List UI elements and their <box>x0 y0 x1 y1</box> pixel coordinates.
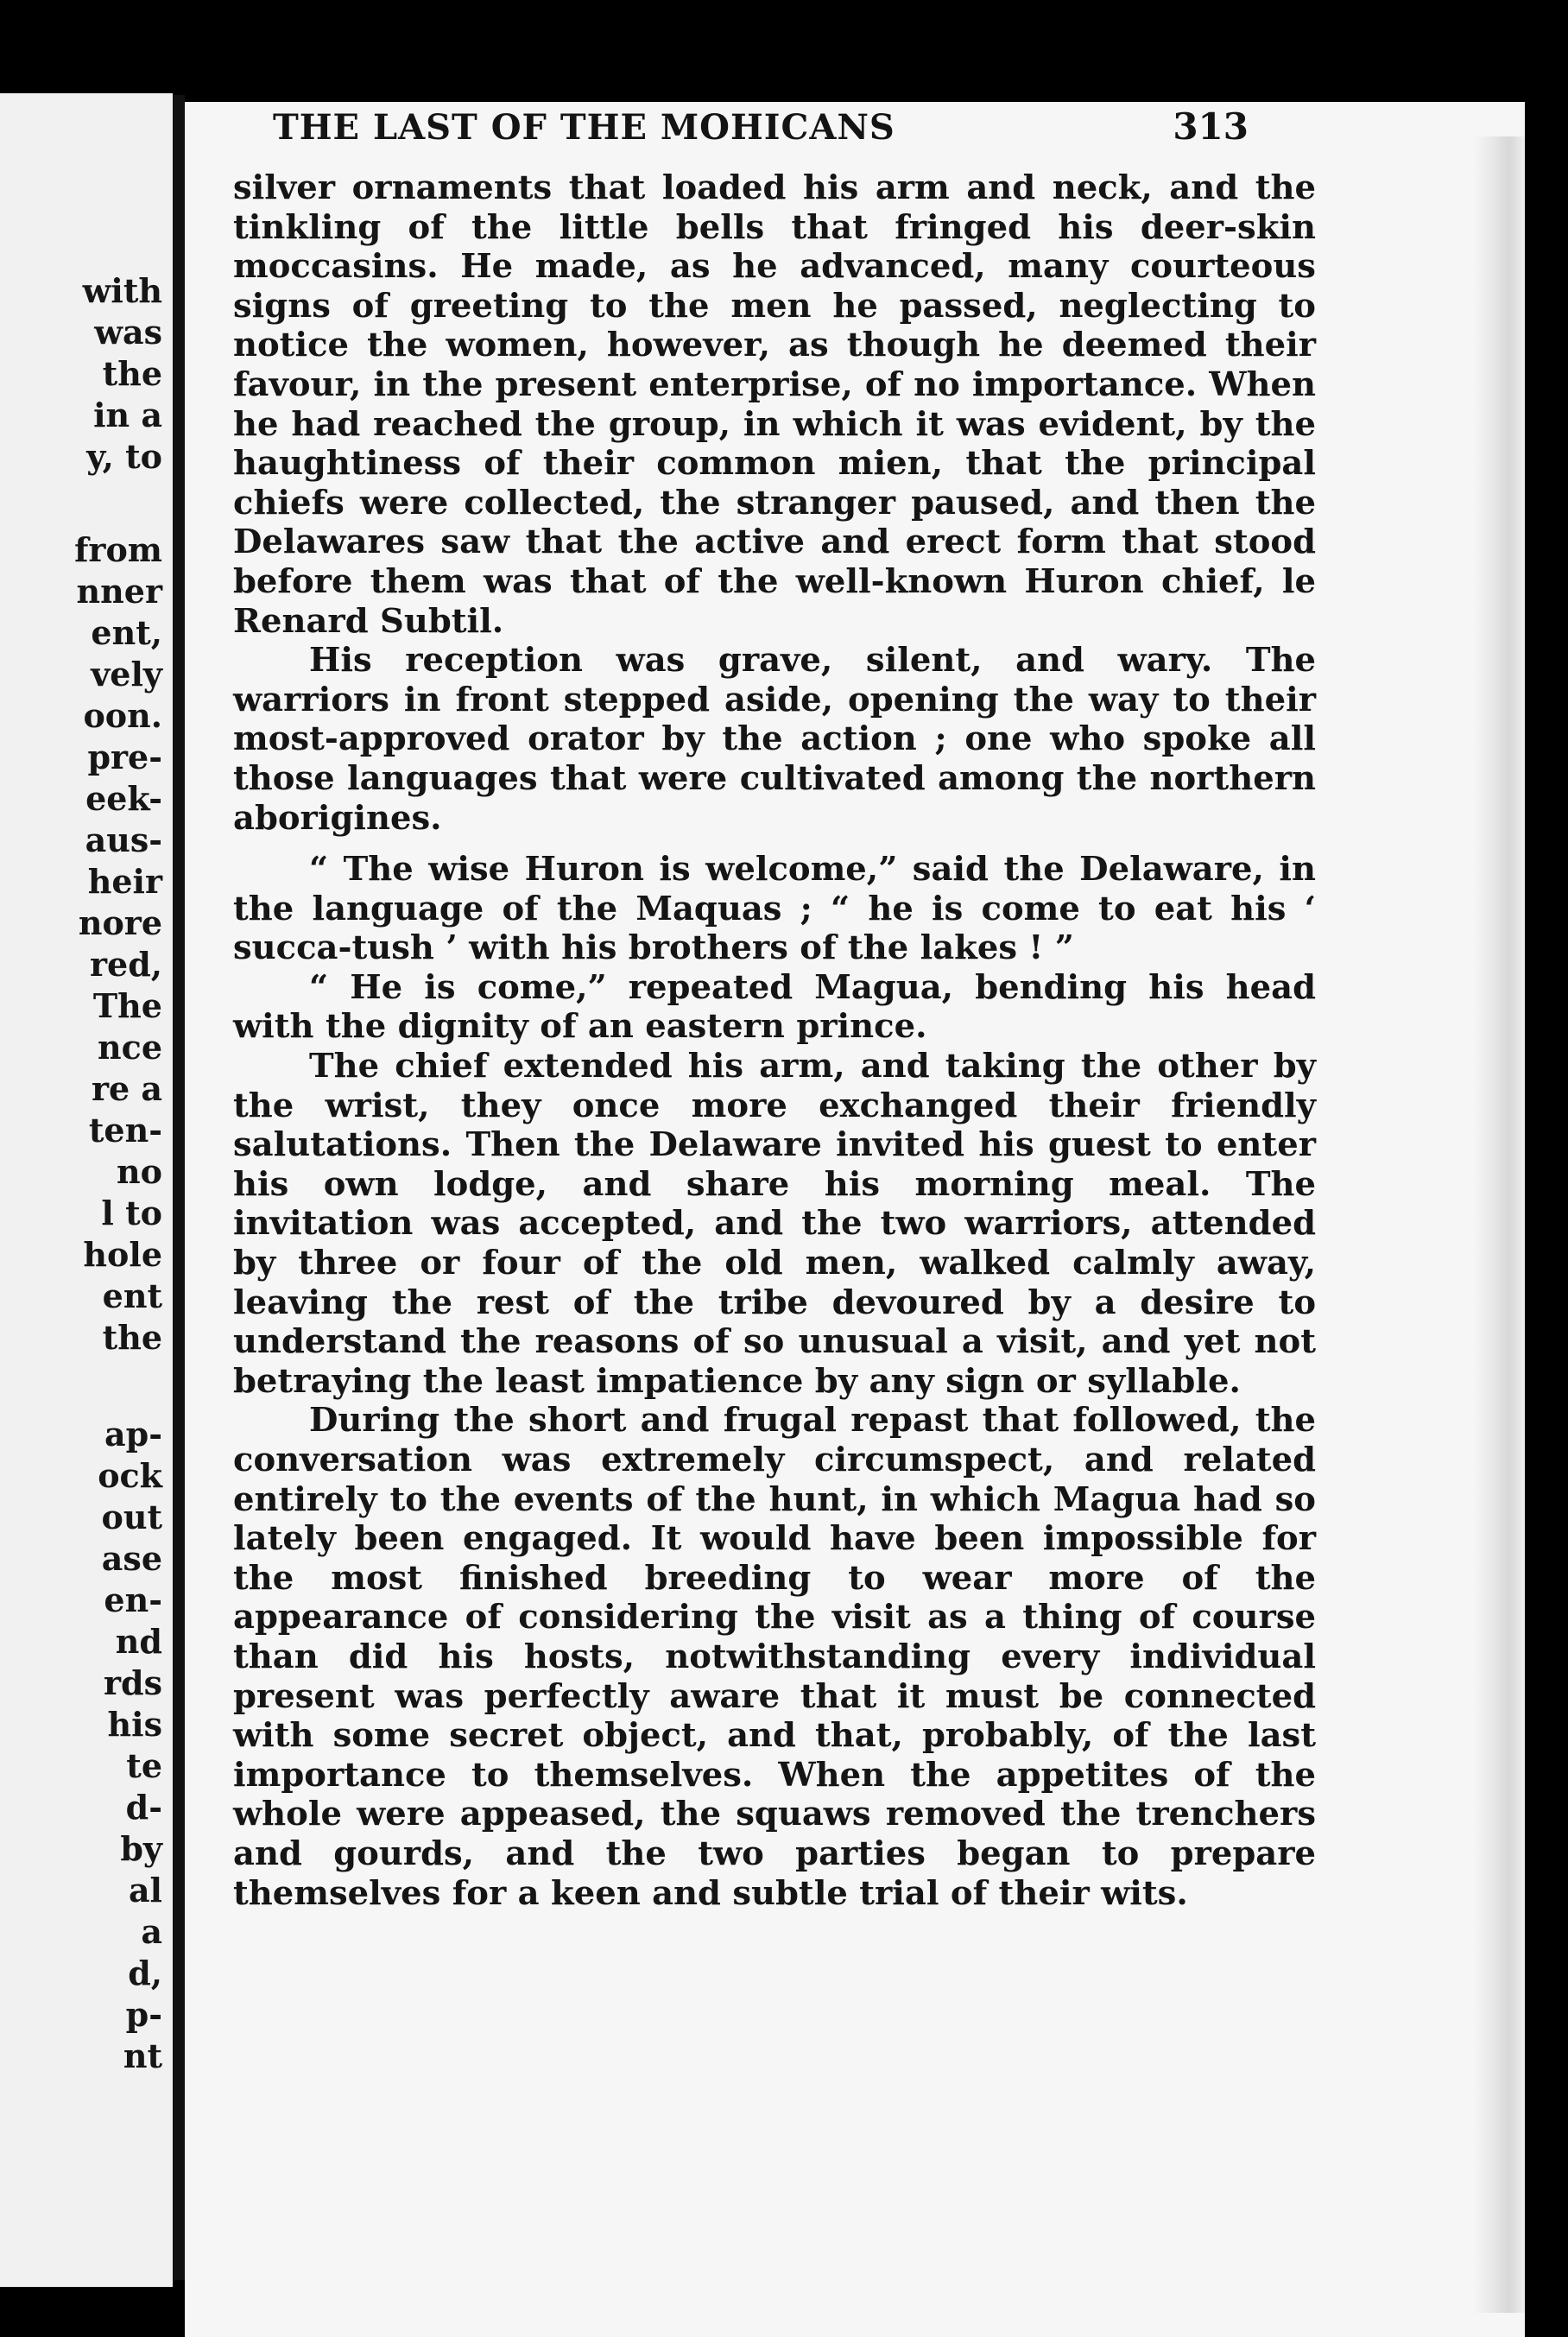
left-page-fragment: nce <box>98 1028 162 1067</box>
left-page-fragment: his <box>107 1705 162 1744</box>
left-page-fragment: nt <box>123 2036 162 2075</box>
left-page-fragment: a <box>141 1912 162 1951</box>
left-page-fragment: al <box>128 1871 162 1910</box>
left-page-fragment: d- <box>125 1788 162 1827</box>
left-page-fragment: d, <box>128 1954 162 1992</box>
left-page-fragment: with <box>82 271 162 310</box>
left-page-fragment: ock <box>98 1456 162 1495</box>
left-page-fragment: the <box>102 354 162 393</box>
left-page <box>0 93 173 2287</box>
left-page-fragment: ent, <box>91 613 162 652</box>
left-page-fragment: eek- <box>85 779 162 818</box>
left-page-fragment: y, to <box>86 437 162 476</box>
body-text <box>233 168 1316 1913</box>
left-page-fragment: p- <box>125 1995 162 2034</box>
left-page-fragment: nore <box>78 903 162 942</box>
running-title: THE LAST OF THE MOHICANS <box>273 107 895 148</box>
left-page-fragment: aus- <box>85 820 162 859</box>
left-page-fragment: by <box>120 1829 162 1868</box>
left-page-fragment: en- <box>104 1580 162 1619</box>
left-page-fragment: nner <box>76 572 162 611</box>
left-page-fragment: vely <box>91 655 162 694</box>
left-page-fragment: the <box>102 1318 162 1357</box>
paragraph: During the short and frugal repast that followed, the conversation was extremely circumspect, and related entirely to the events of the hunt, in which Magua had so lately been engaged. It would have been impossible for the most finished breeding to wear more of the appearance of considering the visit as a thing of course than did his hosts, notwithstanding every individual present was perfectly aware that it must be connected with some secret object, and that, probably, of the last importance to themselves. When the appetites of the whole were appeased, the squaws removed the trenchers and gourds, and the two parties began to prepare themselves for a keen and subtle trial of their wits. <box>233 1401 1316 1913</box>
left-page-fragment: rds <box>104 1663 162 1702</box>
left-page-fragment: hole <box>83 1235 162 1274</box>
left-page-fragment: nd <box>115 1622 162 1661</box>
paragraph: His reception was grave, silent, and wary. The warriors in front stepped aside, opening the way to their most-approved orator by the action ; one who spoke all those languages that were cultivated among the northern aborigines. <box>233 641 1316 838</box>
left-page-fragment: out <box>101 1498 162 1536</box>
left-page-fragment: The <box>92 986 162 1025</box>
running-head <box>273 105 1249 148</box>
left-page-fragment: ase <box>101 1539 162 1578</box>
page-edge <box>1473 136 1525 2313</box>
paragraph: “ He is come,” repeated Magua, bending his head with the dignity of an eastern prince. <box>233 967 1316 1047</box>
left-page-fragment: te <box>126 1746 162 1785</box>
left-page-fragment: was <box>94 313 162 352</box>
left-page-fragment: pre- <box>87 738 162 776</box>
left-page-fragment: heir <box>87 862 162 901</box>
left-page-fragment: red, <box>90 945 162 984</box>
left-page-fragment: in a <box>93 396 162 434</box>
left-page-fragment: ent <box>102 1276 162 1315</box>
page-number: 313 <box>1173 105 1249 148</box>
left-page-fragment: ten- <box>88 1111 162 1150</box>
paragraph: “ The wise Huron is welcome,” said the Delaware, in the language of the Maquas ; “ he is come to eat his ‘ succa-tush ’ with his brothers of the lakes ! ” <box>233 850 1316 968</box>
left-page-fragment: oon. <box>83 696 162 735</box>
paragraph: The chief extended his arm, and taking the other by the wrist, they once more exchanged their friendly salutations. Then the Delaware invited his guest to enter his own lodge, and share his morning meal. The invitation was accepted, and the two warriors, attended by three or four of the old men, walked calmly away, leaving the rest of the tribe devoured by a desire to understand the reasons of so unusual a visit, and yet not betraying the least impatience by any sign or syllable. <box>233 1047 1316 1401</box>
paragraph: silver ornaments that loaded his arm and neck, and the tinkling of the little bells that fringed his deer-skin moccasins. He made, as he advanced, many courteous signs of greeting to the men he passed, neglecting to notice the women, however, as though he deemed their favour, in the present enterprise, of no importance. When he had reached the group, in which it was evident, by the haughtiness of their common mien, that the principal chiefs were collected, the stranger paused, and then the Delawares saw that the active and erect form that stood before them was that of the well-known Huron chief, le Renard Subtil. <box>233 168 1316 641</box>
left-page-fragment: no <box>117 1152 162 1191</box>
left-page-fragment: re a <box>91 1069 162 1108</box>
left-page-fragment: l to <box>101 1194 162 1232</box>
left-page-fragment: from <box>74 530 162 569</box>
book-gutter <box>173 95 185 2280</box>
left-page-fragment: ap- <box>104 1415 162 1454</box>
